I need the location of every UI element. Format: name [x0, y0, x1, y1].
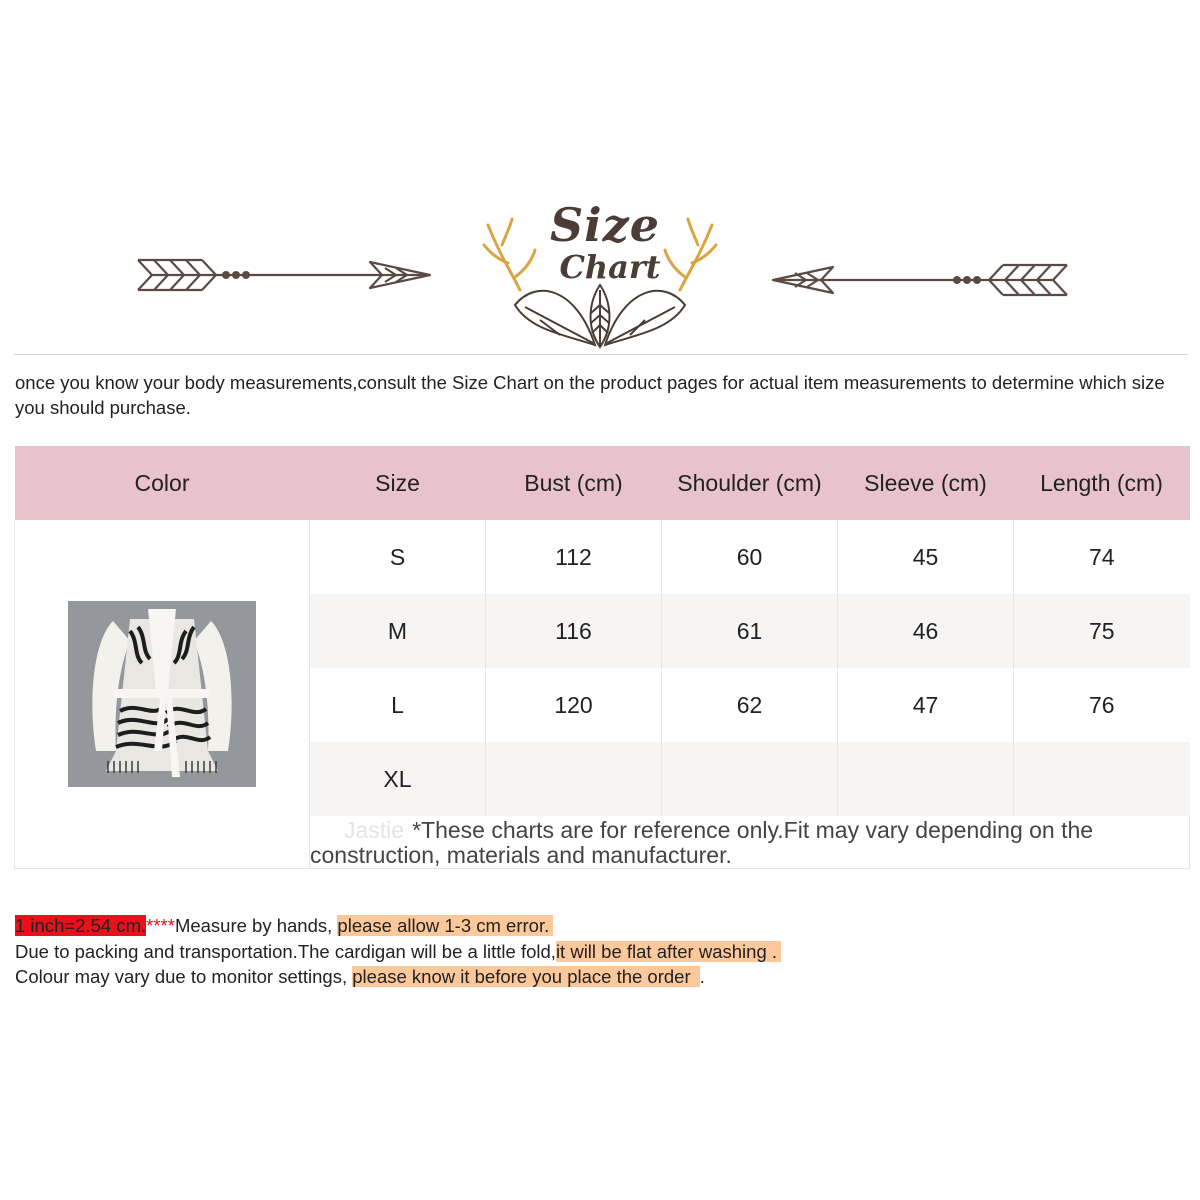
cell-sleeve: 47: [838, 668, 1014, 742]
cell-shoulder: 62: [662, 668, 838, 742]
header-sleeve: Sleeve (cm): [838, 446, 1014, 520]
cell-bust: 116: [486, 594, 662, 668]
colour-text: Colour may vary due to monitor settings,: [15, 966, 353, 987]
size-table: [14, 446, 1190, 869]
cell-size: XL: [310, 742, 486, 816]
stars: ****: [146, 915, 175, 936]
cell-bust: [486, 742, 662, 816]
header-bust: Bust (cm): [486, 446, 662, 520]
table-header-row: [15, 446, 1190, 520]
cell-size: M: [310, 594, 486, 668]
feather-icon: [505, 275, 695, 350]
cell-length: 74: [1014, 520, 1190, 594]
logo-line-chart: Chart: [559, 248, 661, 286]
logo-line-size: Size: [549, 198, 661, 252]
cell-sleeve: [838, 742, 1014, 816]
cell-shoulder: 61: [662, 594, 838, 668]
product-image: [68, 601, 256, 787]
right-arrow-icon: [765, 255, 1075, 305]
watermark: Jastie: [344, 817, 405, 843]
order-highlight: please know it before you place the order: [352, 966, 700, 987]
inch-conversion-highlight: 1 inch=2.54 cm.: [15, 915, 147, 936]
logo-title: [540, 200, 670, 284]
cell-size: S: [310, 520, 486, 594]
cell-sleeve: 45: [838, 520, 1014, 594]
footer-line-2: [15, 939, 1185, 965]
left-arrow-icon: [130, 250, 440, 300]
header-shoulder: Shoulder (cm): [662, 446, 838, 520]
washing-highlight: it will be flat after washing .: [556, 941, 781, 962]
header-size: Size: [310, 446, 486, 520]
divider: [14, 354, 1188, 355]
cell-shoulder: [662, 742, 838, 816]
header-length: Length (cm): [1014, 446, 1190, 520]
cell-shoulder: 60: [662, 520, 838, 594]
header-color: Color: [15, 446, 310, 520]
footer-notes: [15, 913, 1185, 990]
error-allowance-highlight: please allow 1-3 cm error.: [337, 915, 553, 936]
table-row: [15, 520, 1190, 594]
cell-length: [1014, 742, 1190, 816]
cell-length: 76: [1014, 668, 1190, 742]
colour-end: .: [699, 966, 705, 987]
reference-note: [310, 816, 1190, 869]
packing-text: Due to packing and transportation.The cardigan will be a little fold,: [15, 940, 556, 962]
reference-note-text: *These charts are for reference only.Fit may vary depending on the construction, materials and manufacturer.: [310, 817, 1094, 868]
footer-line-3: [15, 964, 1185, 990]
cell-bust: 112: [486, 520, 662, 594]
color-image-cell: [15, 520, 310, 869]
cell-size: L: [310, 668, 486, 742]
intro-text: once you know your body measurements,consult the Size Chart on the product pages for actual item measurements to determine which size you should purchase.: [15, 372, 1165, 418]
cell-bust: 120: [486, 668, 662, 742]
cell-length: 75: [1014, 594, 1190, 668]
cell-sleeve: 46: [838, 594, 1014, 668]
measure-text: Measure by hands,: [174, 915, 338, 936]
footer-line-1: [15, 913, 1185, 939]
